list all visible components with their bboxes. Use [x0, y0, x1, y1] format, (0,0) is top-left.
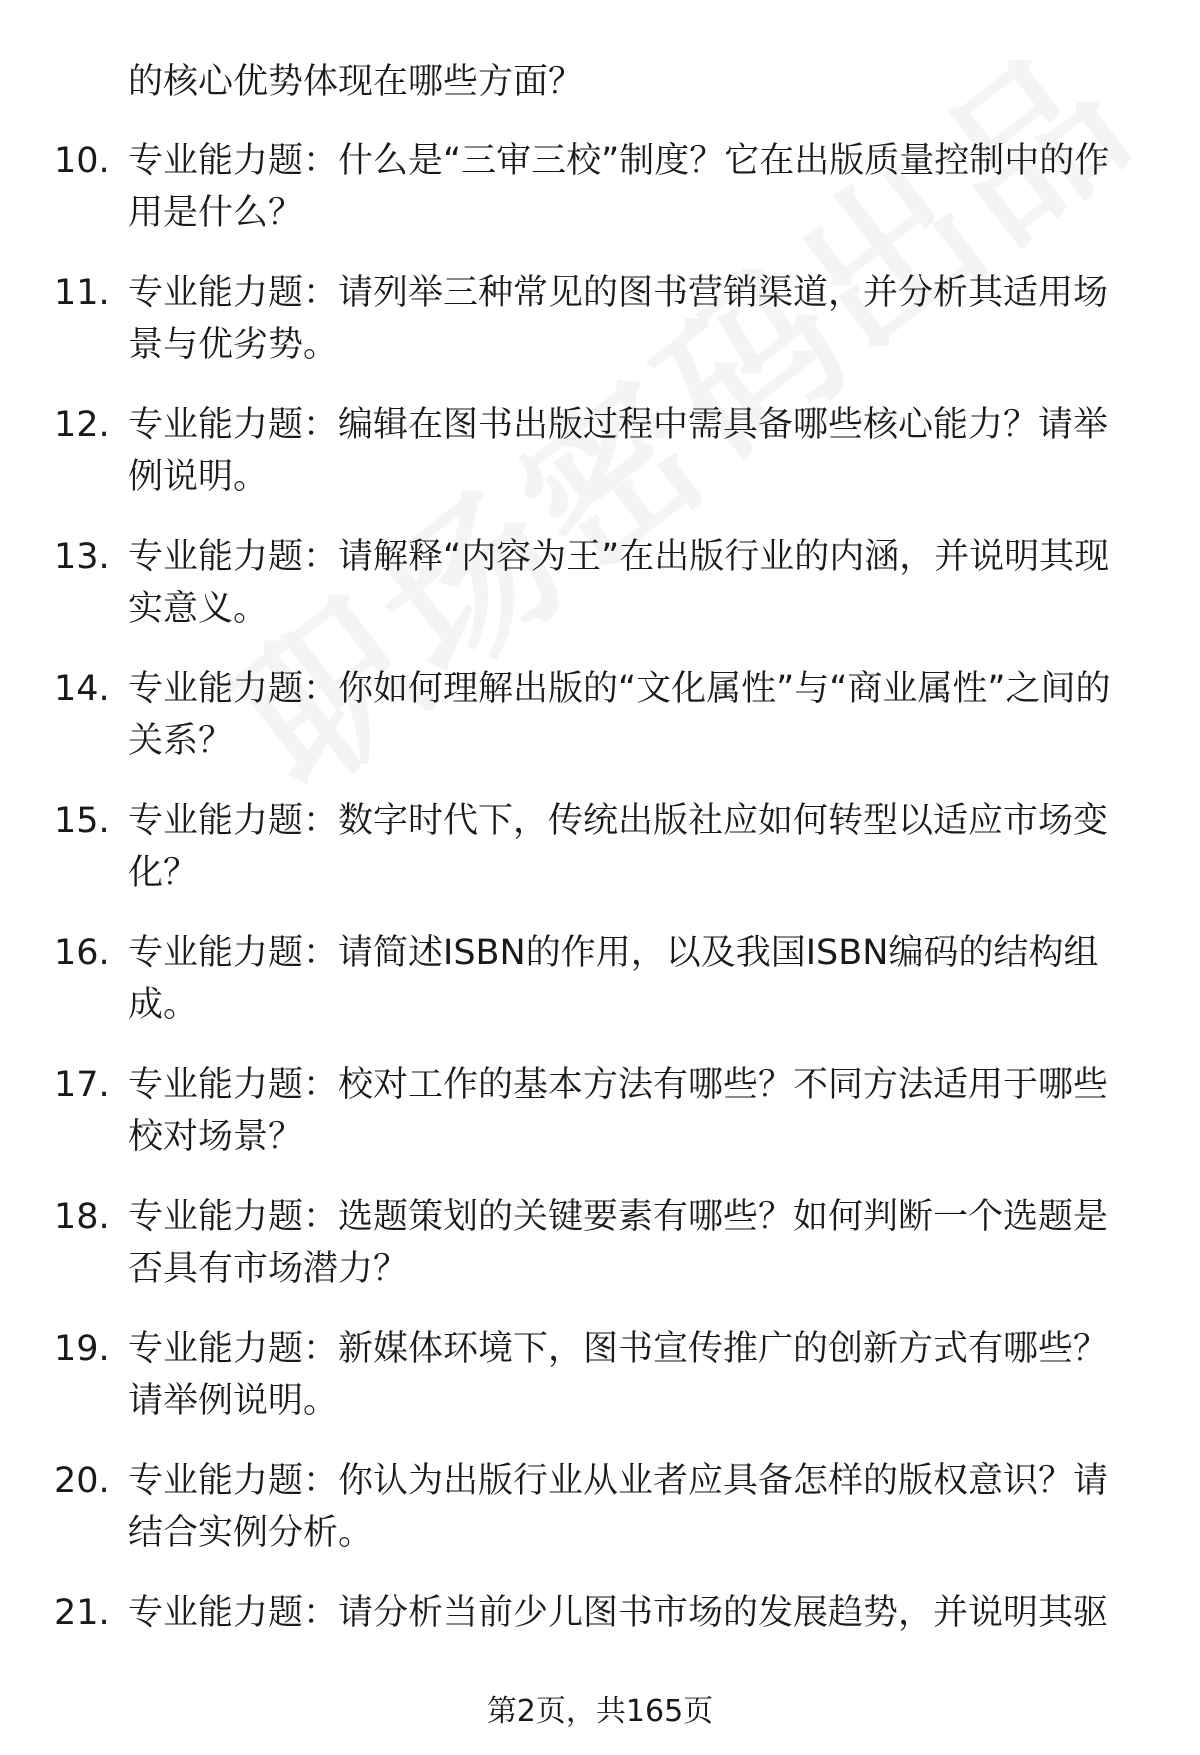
question-text: 专业能力题：请简述ISBN的作用，以及我国ISBN编码的结构组成。: [128, 933, 1099, 1025]
question-text: 专业能力题：新媒体环境下，图书宣传推广的创新方式有哪些？请举例说明。: [128, 1329, 1109, 1421]
question-item: [0, 399, 1200, 531]
question-number: 15.: [54, 801, 110, 841]
question-item: [0, 1059, 1200, 1191]
question-number: 20.: [54, 1461, 110, 1501]
question-number: 21.: [54, 1593, 110, 1633]
question-text: 专业能力题：请列举三种常见的图书营销渠道，并分析其适用场景与优劣势。: [128, 273, 1109, 365]
question-item: [0, 663, 1200, 795]
question-text: 专业能力题：选题策划的关键要素有哪些？如何判断一个选题是否具有市场潜力？: [128, 1197, 1109, 1289]
question-number: 14.: [54, 669, 110, 709]
question-text: 专业能力题：校对工作的基本方法有哪些？不同方法适用于哪些校对场景？: [128, 1065, 1109, 1157]
question-item: [0, 1455, 1200, 1587]
page-footer: [0, 1692, 1200, 1732]
page-number-label: 第2页，共165页: [486, 1694, 714, 1729]
question-item: [0, 135, 1200, 267]
question-item: [0, 1191, 1200, 1323]
question-text: 专业能力题：你如何理解出版的“文化属性”与“商业属性”之间的关系？: [128, 669, 1111, 761]
question-number: 12.: [54, 405, 110, 445]
question-number: 16.: [54, 933, 110, 973]
question-item: [0, 267, 1200, 399]
question-text: 专业能力题：请解释“内容为王”在出版行业的内涵，并说明其现实意义。: [128, 537, 1110, 629]
question-number: 10.: [54, 141, 110, 181]
question-number: 17.: [54, 1065, 110, 1105]
question-text: 专业能力题：什么是“三审三校”制度？它在出版质量控制中的作用是什么？: [128, 141, 1110, 233]
question-text: 专业能力题：编辑在图书出版过程中需具备哪些核心能力？请举例说明。: [128, 405, 1109, 497]
question-text: 专业能力题：你认为出版行业从业者应具备怎样的版权意识？请结合实例分析。: [128, 1461, 1109, 1553]
question-text: 专业能力题：请分析当前少儿图书市场的发展趋势，并说明其驱: [128, 1593, 1109, 1633]
question-item: [0, 927, 1200, 1059]
question-number: 19.: [54, 1329, 110, 1369]
question-text: 专业能力题：数字时代下，传统出版社应如何转型以适应市场变化？: [128, 801, 1109, 893]
question-number: 18.: [54, 1197, 110, 1237]
question-text: 的核心优势体现在哪些方面？: [128, 62, 584, 102]
question-continuation: [0, 56, 1200, 135]
question-number: 11.: [54, 273, 110, 313]
question-number: 13.: [54, 537, 110, 577]
question-item: [0, 531, 1200, 663]
question-list: [0, 56, 1200, 1719]
question-item: [0, 1323, 1200, 1455]
question-item: [0, 795, 1200, 927]
